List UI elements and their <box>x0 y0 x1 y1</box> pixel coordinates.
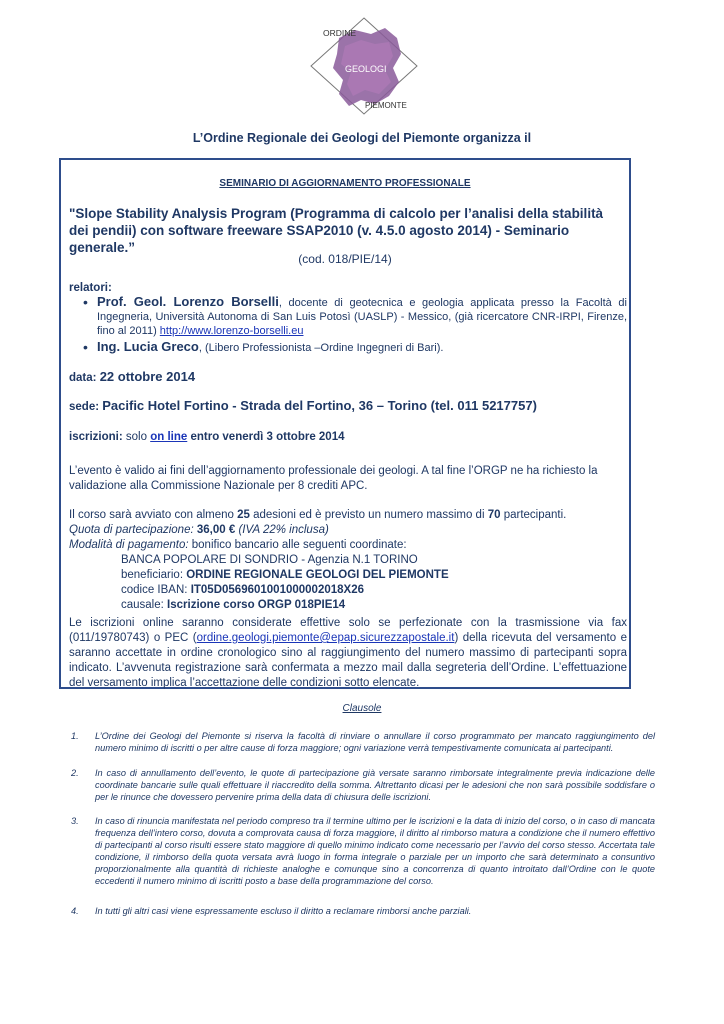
iban-line: codice IBAN: IT05D0569601001000002018X26 <box>121 584 364 596</box>
beneficiary-line: beneficiario: ORDINE REGIONALE GEOLOGI DEL PIEMONTE <box>121 569 449 581</box>
ordine-geologi-logo-icon <box>309 16 419 116</box>
seminar-box <box>59 158 631 689</box>
iscrizioni-note: Le iscrizioni online saranno considerate effettive solo se perfezionate con la trasmissione via fax (011/19780743) o PEC (ordine.geologi.piemonte@epap.sicurezzapostale.it) della ricevuta del versamento e saranno accettate in ordine cronologico sino al raggiungimento del numero massimo di partecipanti sopra indicato. L’avvenuta registrazione sarà confermata a mezzo mail dalla segreteria dell’Ordine. L’effettuazione del versamento implica l’accettazione delle condizioni sotto elencate. <box>69 617 627 689</box>
relatore-1 <box>83 294 627 338</box>
sede-line: sede: Pacific Hotel Fortino - Strada del Fortino, 36 – Torino (tel. 011 5217757) <box>69 398 537 413</box>
seminar-code: (cod. 018/PIE/14) <box>298 252 392 266</box>
logo-line1: ORDINE <box>323 28 357 38</box>
intro-line: L’Ordine Regionale dei Geologi del Piemonte organizza il <box>192 131 532 145</box>
event-date: 22 ottobre 2014 <box>99 369 196 384</box>
relatore-1-desc: , docente di geotecnica e geologia applicata presso la Facoltà di Ingegneria, Università Autonoma di San Luis Potosì (UASLP) - Messico, (già ricercatore CNR-IRPI, Firenze, fino al 2011) <box>97 297 627 337</box>
validity-text: L’evento è valido ai fini dell’aggiornamento professionale dei geologi. A tal fine l’ORGP ne ha richiesto la validazione alla Commissione Nazionale per 8 crediti APC. <box>69 465 598 492</box>
relatore-2-name: Ing. Lucia Greco <box>97 339 199 354</box>
relatore-2 <box>83 339 627 355</box>
logo-line2: GEOLOGI <box>345 64 387 74</box>
clause-4: 4. In tutti gli altri casi viene espressamente escluso il diritto a reclamare rimborsi anche parziali. <box>71 906 472 916</box>
online-registration-link[interactable]: on line <box>150 431 188 443</box>
clause-2: 2. In caso di annullamento dell’evento, le quote di partecipazione già versate saranno rimborsate integralmente previa indicazione delle coordinate bancarie sulle quali effettuare il riaccredito della somma. Altrettanto dicasi per le adesioni che non sarà possibile soddisfare o per le rinunce che dovessero pervenire prima della data di chiusura delle iscrizioni. <box>71 768 655 802</box>
corso-block <box>69 508 627 613</box>
relatori-label: relatori: <box>69 282 112 294</box>
bullet-icon: • <box>83 294 88 310</box>
iscrizioni-line: iscrizioni: solo on line entro venerdì 3 ottobre 2014 <box>69 431 345 443</box>
clause-3: 3. In caso di rinuncia manifestata nel periodo compreso tra il termine ultimo per le iscrizioni e la data di inizio del corso, o in caso di mancata frequenza dell’intero corso, dovuta a comprovata causa di forza maggiore, il diritto al rimborso matura a condizione che il numero effettivo di partecipanti al corso risulti essere stato maggiore di quello minimo indicato come necessario per l’avvio del corso stesso. Accertata tale condizione, il rimborso della quota versata avrà luogo in forma integrale o parziale per un importo che sarà determinato a consuntivo proporzionalmente alla quantità di richieste analoghe e comunque sino a concorrenza di quanto introitato dall’Ordine con le quote eccedenti il numero minimo di iscritti posto a base della programmazione del corso. <box>71 816 655 886</box>
clause-1: 1. L’Ordine dei Geologi del Piemonte si riserva la facoltà di rinviare o annullare il corso programmato per mancato raggiungimento del numero minimo di iscritti o per altre cause di forza maggiore; ogni variazione verrà tempestivamente comunicata ai partecipanti. <box>71 731 655 753</box>
payment-line: Modalità di pagamento: bonifico bancario alle seguenti coordinate: <box>69 539 407 551</box>
relatore-1-link[interactable]: http://www.lorenzo-borselli.eu <box>159 325 304 337</box>
quota-line: Quota di partecipazione: 36,00 € (IVA 22% inclusa) <box>69 524 329 536</box>
logo-line3: PIEMONTE <box>365 101 407 110</box>
clausole-heading: Clausole <box>342 703 382 714</box>
data-line: data: 22 ottobre 2014 <box>69 369 196 384</box>
bullet-icon: • <box>83 339 88 355</box>
bank-line: BANCA POPOLARE DI SONDRIO - Agenzia N.1 TORINO <box>121 554 418 566</box>
relatore-2-desc: , (Libero Professionista –Ordine Ingegneri di Bari). <box>198 342 444 354</box>
event-venue: Pacific Hotel Fortino - Strada del Fortino, 36 – Torino (tel. 011 5217757) <box>102 398 537 413</box>
corso-line1: Il corso sarà avviato con almeno 25 adesioni ed è previsto un numero massimo di 70 partecipanti. <box>69 509 567 521</box>
pec-email-link[interactable]: ordine.geologi.piemonte@epap.sicurezzapostale.it <box>196 632 455 644</box>
seminar-heading: SEMINARIO DI AGGIORNAMENTO PROFESSIONALE <box>219 178 471 189</box>
causale-line: causale: Iscrizione corso ORGP 018PIE14 <box>121 599 346 611</box>
logo <box>309 16 419 116</box>
seminar-title: "Slope Stability Analysis Program (Programma di calcolo per l’analisi della stabilità dei pendii) con software freeware SSAP2010 (v. 4.5.0 agosto 2014) - Seminario generale.” <box>69 206 604 255</box>
relatore-1-name: Prof. Geol. Lorenzo Borselli <box>97 294 279 309</box>
